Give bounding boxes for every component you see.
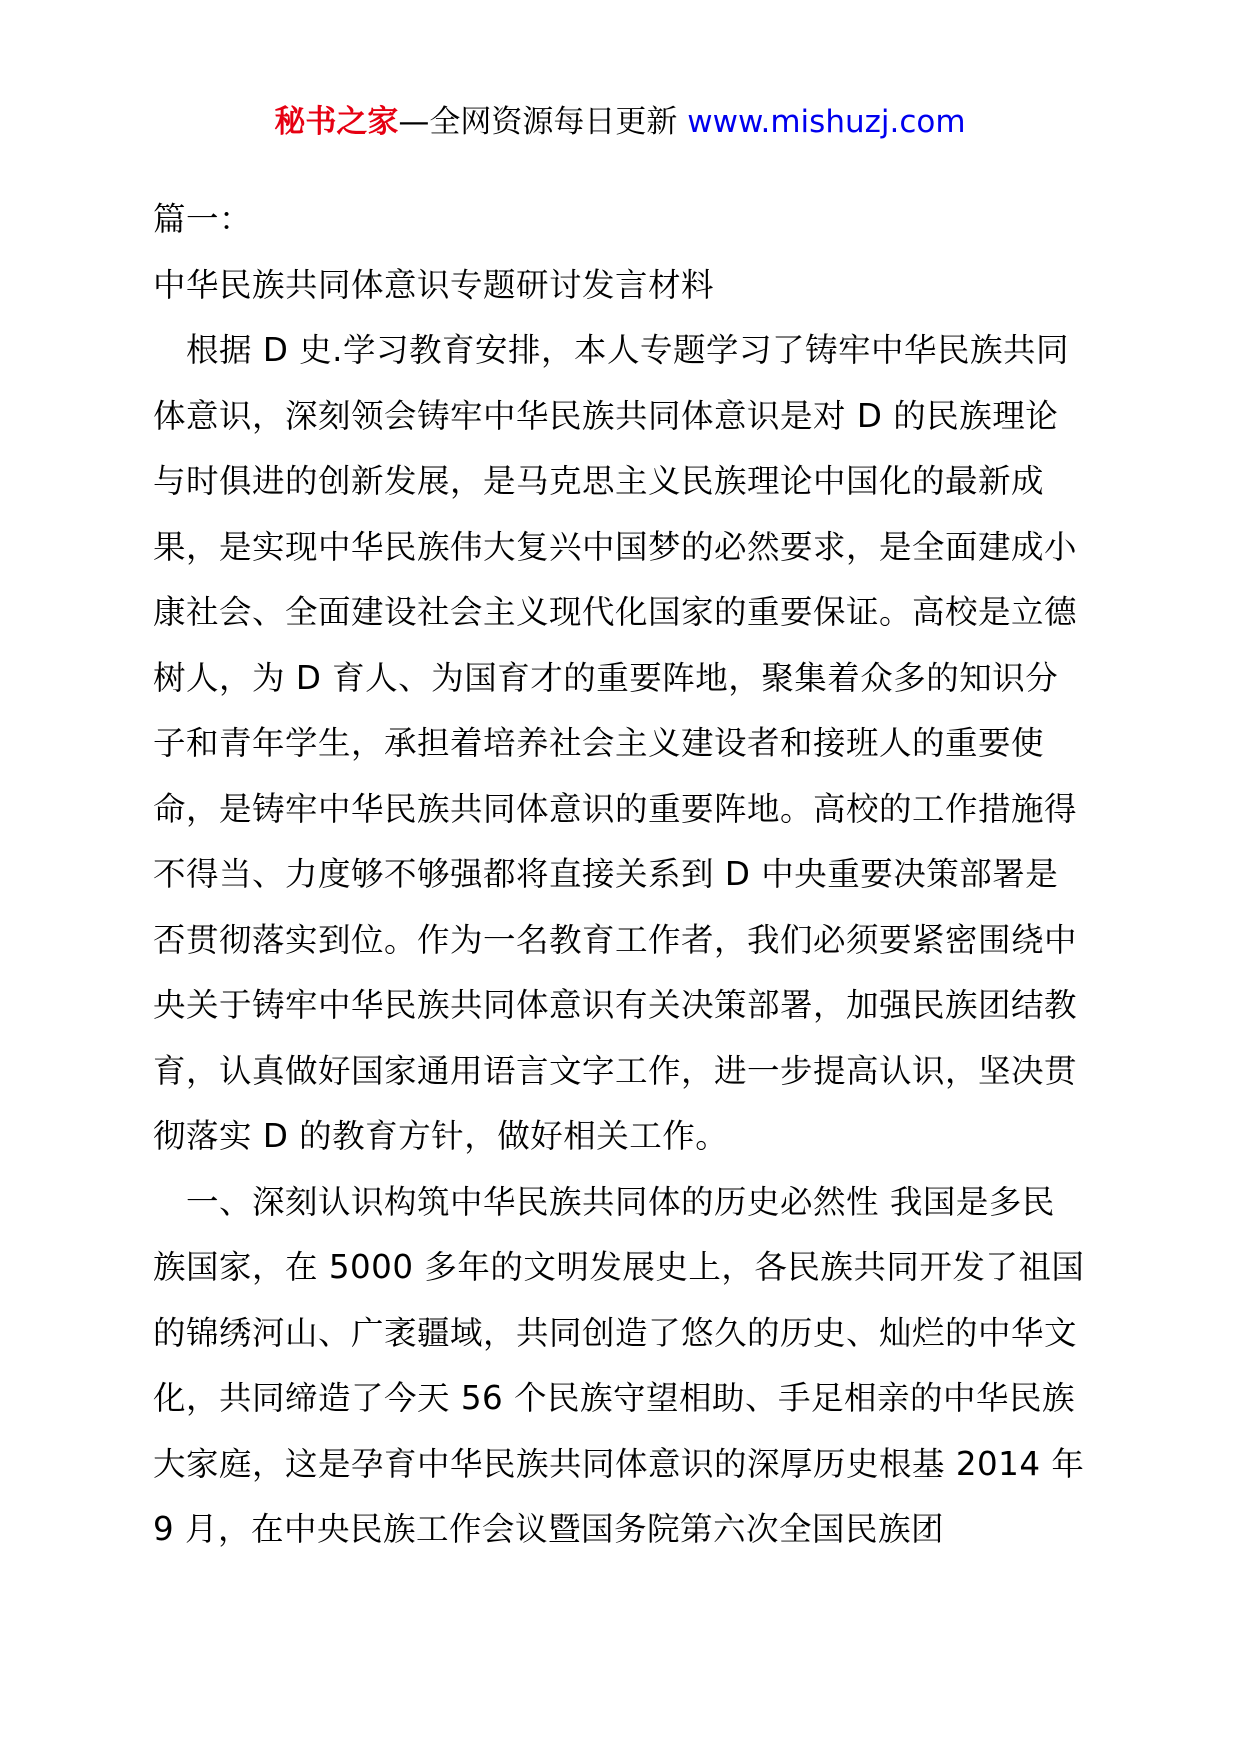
site-header [0, 100, 1240, 144]
body-paragraph: 一、深刻认识构筑中华民族共同体的历史必然性 我国是多民族国家，在 5000 多年的文明发展史上，各民族共同开发了祖国的锦绣河山、广袤疆域，共同创造了悠久的历史、灿烂的中华文化，共同缔造了今天 56 个民族守望相助、手足相亲的中华民族大家庭，这是孕育中华民族共同体意识的深厚历史根基 2014 年 9 月，在中央民族工作会议暨国务院第六次全国民族团 [153, 1182, 1085, 1548]
header-tagline: —全网资源每日更新 [398, 104, 688, 140]
body-paragraph: 根据 D 史.学习教育安排，本人专题学习了铸牢中华民族共同体意识，深刻领会铸牢中华民族共同体意识是对 D 的民族理论与时俱进的创新发展，是马克思主义民族理论中国化的最新成果，是实现中华民族伟大复兴中国梦的必然要求，是全面建成小康社会、全面建设社会主义现代化国家的重要保证。高校是立德树人，为 D 育人、为国育才的重要阵地，聚集着众多的知识分子和青年学生，承担着培养社会主义建设者和接班人的重要使命，是铸牢中华民族共同体意识的重要阵地。高校的工作措施得不得当、力度够不够强都将直接关系到 D 中央重要决策部署是否贯彻落实到位。作为一名教育工作者，我们必须要紧密围绕中央关于铸牢中华民族共同体意识有关决策部署，加强民族团结教育，认真做好国家通用语言文字工作，进一步提高认识，坚决贯彻落实 D 的教育方针，做好相关工作。 [153, 331, 1078, 1155]
document-title: 中华民族共同体意识专题研讨发言材料 [153, 265, 715, 304]
section-label: 篇一： [153, 200, 253, 238]
brand-name: 秘书之家 [274, 104, 399, 140]
document-body [153, 187, 1085, 1563]
site-url-link[interactable]: www.mishuzj.com [687, 104, 966, 140]
